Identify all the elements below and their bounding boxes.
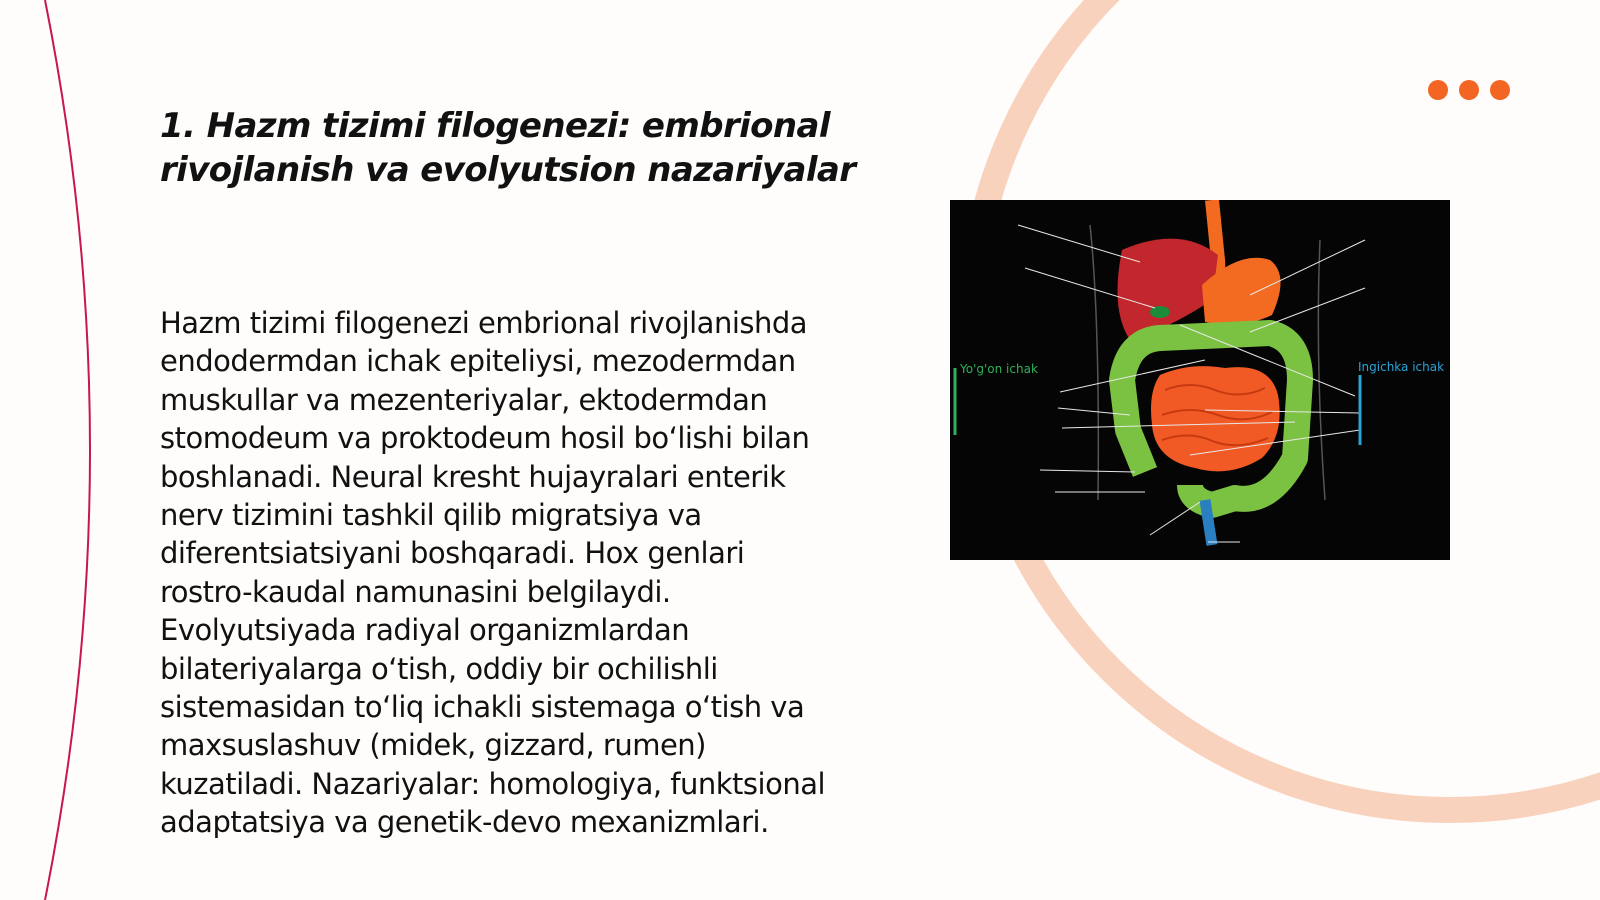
digestive-system-diagram <box>950 200 1450 560</box>
menu-dots <box>1428 80 1510 100</box>
dot-icon <box>1459 80 1479 100</box>
dot-icon <box>1490 80 1510 100</box>
label-large-intestine: Yo'g'on ichak <box>960 362 1038 376</box>
label-small-intestine: Ingichka ichak <box>1358 360 1445 374</box>
slide-body-text: Hazm tizimi filogenezi embrional rivojlanishda endodermdan ichak epiteliysi, mezodermdan muskullar va mezenteriyalar, ektodermdan stomodeum va proktodeum hosil bo‘lishi bilan boshlanadi. Neural kresht hujayralari enterik nerv tizimini tashkil qilib migratsiya va diferentsiatsiyani boshqaradi. Hox genlari rostro-kaudal namunasini belgilaydi. Evolyutsiyada radiyal organizmlardan bilateriyalarga o‘tish, oddiy bir ochilishli sistemasidan to‘liq ichakli sistemaga o‘tish va maxsuslashuv (midek, gizzard, rumen) kuzatiladi. Nazariyalar: homologiya, funktsional adaptatsiya va genetik-devo mexanizmlari. <box>160 306 826 840</box>
left-curve-decoration <box>45 0 90 900</box>
slide-title: 1. Hazm tizimi filogenezi: embrional rivojlanish va evolyutsion nazariyalar <box>160 106 856 190</box>
small-intestine-shape <box>1151 366 1280 471</box>
digestive-organs-illustration <box>950 200 1450 560</box>
dot-icon <box>1428 80 1448 100</box>
